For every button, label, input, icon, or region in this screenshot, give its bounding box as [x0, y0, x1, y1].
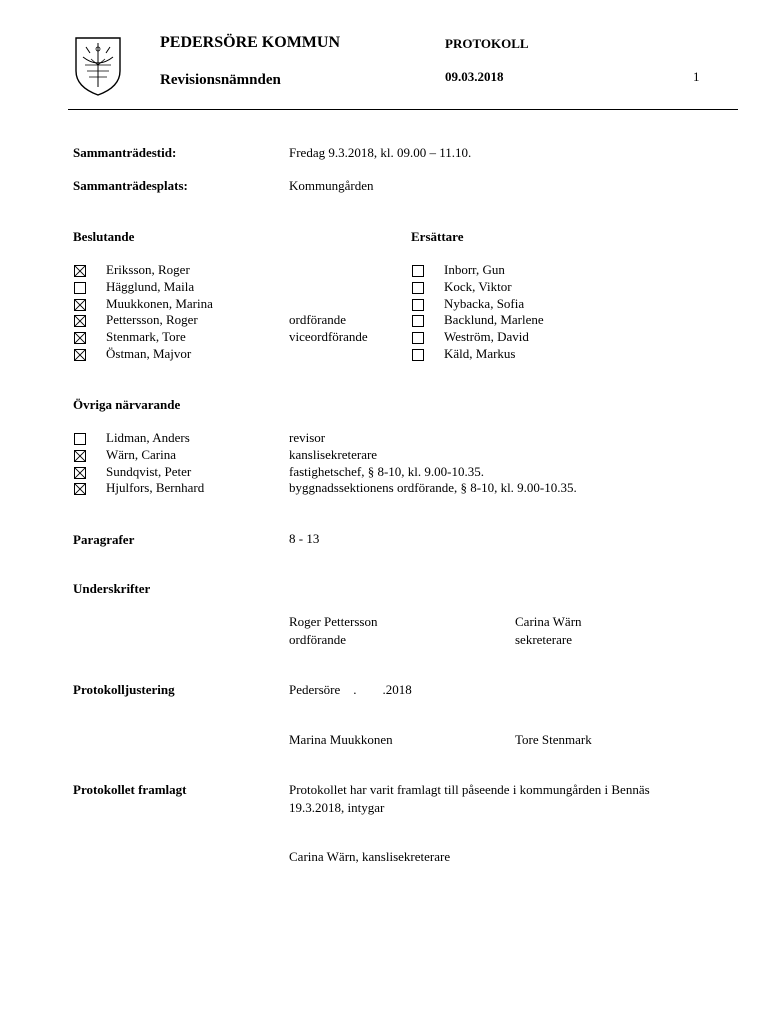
chair-signature-role: ordförande [289, 632, 347, 647]
empty-checkbox [412, 332, 424, 344]
chair-signature-name: Roger Pettersson [289, 614, 378, 629]
paragraphs-value: 8 - 13 [289, 531, 320, 546]
presented-signer: Carina Wärn, kanslisekreterare [289, 849, 451, 864]
presented-text-line-2: 19.3.2018, intygar [289, 800, 385, 815]
member-name: Wärn, Carina [106, 446, 177, 462]
meeting-time-label: Sammanträdestid: [73, 145, 177, 160]
member-role: revisor [289, 430, 326, 445]
presented-label: Protokollet framlagt [73, 782, 187, 797]
member-role: ordförande [289, 312, 347, 328]
member-name: Weström, David [444, 329, 529, 345]
member-name: Kock, Viktor [444, 278, 512, 294]
checked-checkbox [74, 332, 86, 344]
member-role: byggnadssektionens ordförande, § 8-10, kl. 9.00-10.35. [289, 480, 577, 496]
checked-checkbox [74, 467, 86, 479]
empty-checkbox [412, 315, 424, 327]
checked-checkbox [74, 349, 86, 361]
substitutes-heading: Ersättare [411, 229, 464, 244]
checked-checkbox [74, 483, 86, 495]
member-role: viceordförande [289, 329, 368, 345]
member-name: Sundqvist, Peter [106, 463, 192, 479]
empty-checkbox [412, 282, 424, 294]
page-number: 1 [693, 69, 700, 84]
checked-checkbox [74, 315, 86, 327]
member-name: Östman, Majvor [106, 346, 192, 361]
member-name: Hägglund, Maila [106, 278, 195, 294]
member-name: Backlund, Marlene [444, 312, 544, 328]
signatures-label: Underskrifter [73, 581, 151, 596]
member-name: Käld, Markus [444, 346, 516, 361]
member-name: Stenmark, Tore [106, 329, 186, 345]
member-name: Nybacka, Sofia [444, 295, 525, 311]
adjuster-1-name: Marina Muukkonen [289, 732, 393, 747]
checked-checkbox [74, 450, 86, 462]
meeting-place-label: Sammanträdesplats: [73, 178, 188, 193]
presented-text-line-1: Protokollet har varit framlagt till påseende i kommungården i Bennäs [289, 782, 650, 797]
member-name: Eriksson, Roger [106, 262, 190, 277]
secretary-signature-role: sekreterare [515, 632, 573, 647]
header-divider [68, 109, 738, 110]
member-name: Inborr, Gun [444, 262, 505, 277]
empty-checkbox [412, 265, 424, 277]
secretary-signature-name: Carina Wärn [515, 614, 582, 629]
adjustment-place-date: Pedersöre . .2018 [289, 682, 412, 697]
member-role: fastighetschef, § 8-10, kl. 9.00-10.35. [289, 463, 484, 479]
municipal-coat-of-arms [73, 35, 123, 97]
member-role: kanslisekreterare [289, 446, 378, 462]
member-name: Hjulfors, Bernhard [106, 480, 205, 496]
adjustment-label: Protokolljustering [73, 682, 175, 697]
member-name: Muukkonen, Marina [106, 295, 213, 311]
committee-name: Revisionsnämnden [160, 72, 281, 88]
empty-checkbox [74, 282, 86, 294]
paragraphs-label: Paragrafer [73, 532, 135, 547]
checked-checkbox [74, 299, 86, 311]
document-type: PROTOKOLL [445, 36, 529, 51]
document-date: 09.03.2018 [445, 69, 504, 84]
member-name: Pettersson, Roger [106, 312, 198, 328]
others-heading: Övriga närvarande [73, 397, 181, 412]
member-name: Lidman, Anders [106, 430, 190, 445]
meeting-time-value: Fredag 9.3.2018, kl. 09.00 – 11.10. [289, 145, 472, 160]
organization-name: PEDERSÖRE KOMMUN [160, 34, 340, 51]
empty-checkbox [74, 433, 86, 445]
empty-checkbox [412, 349, 424, 361]
adjuster-2-name: Tore Stenmark [515, 732, 592, 747]
decision-makers-heading: Beslutande [73, 229, 135, 244]
empty-checkbox [412, 299, 424, 311]
meeting-place-value: Kommungården [289, 178, 374, 193]
checked-checkbox [74, 265, 86, 277]
